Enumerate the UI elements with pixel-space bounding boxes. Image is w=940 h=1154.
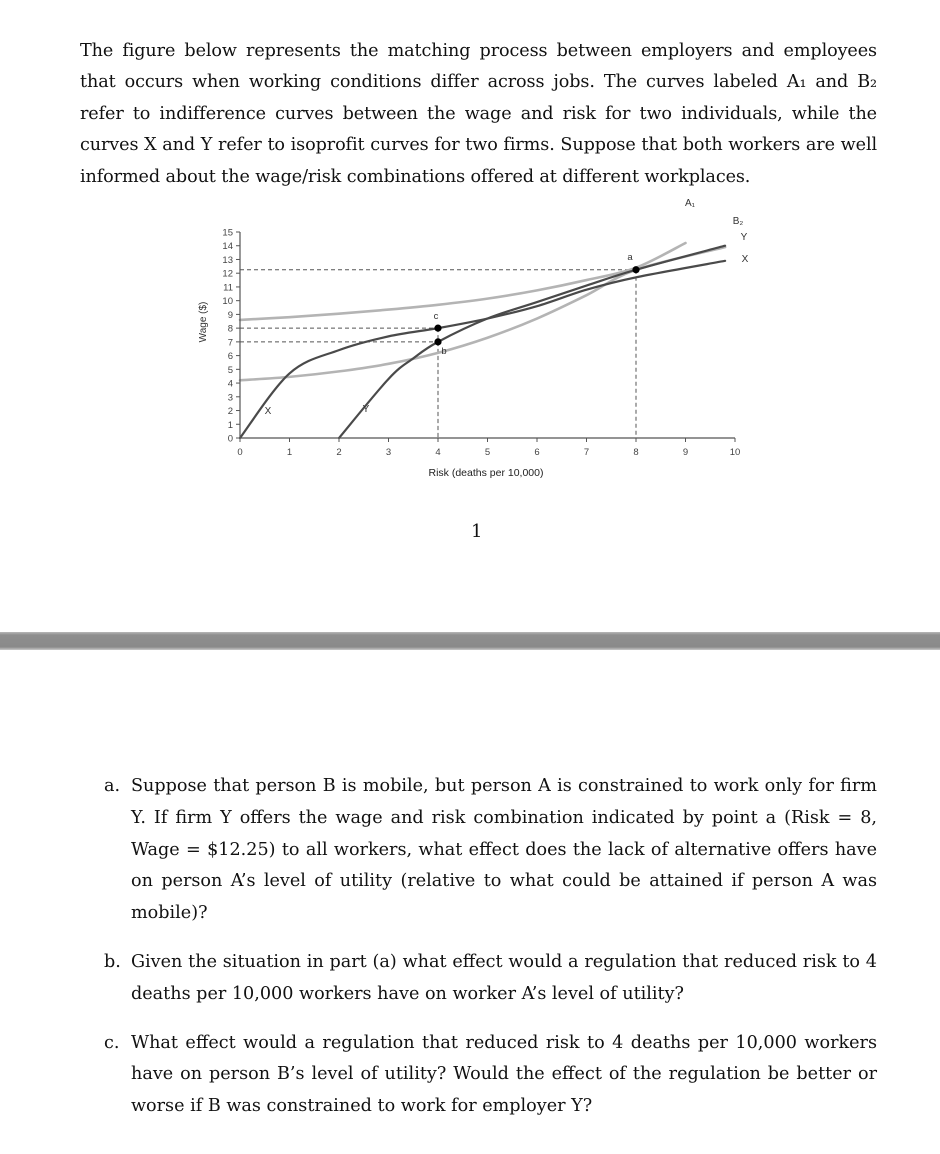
question-a bbox=[104, 771, 877, 930]
question-text: Given the situation in part (a) what effect would a regulation that reduced risk to 4 deaths per 10,000 workers have on worker A’s level of utility? bbox=[131, 951, 877, 1004]
curve-label-a1: A₁ bbox=[684, 198, 696, 209]
y-tick-label: 2 bbox=[227, 406, 233, 418]
x-tick-label: 4 bbox=[435, 447, 441, 458]
y-tick-label: 0 bbox=[227, 433, 233, 445]
wage-risk-figure bbox=[190, 190, 760, 490]
point-c-marker bbox=[434, 325, 441, 332]
y-tick-label: 8 bbox=[227, 323, 233, 335]
x-tick-label: 3 bbox=[385, 447, 392, 458]
y-tick-label: 9 bbox=[227, 309, 233, 321]
x-tick-label: 6 bbox=[534, 447, 540, 458]
y-tick-label: 7 bbox=[227, 337, 233, 349]
point-b-label: b bbox=[441, 345, 447, 357]
curve-label-x-left: X bbox=[264, 406, 272, 417]
page-number: 1 bbox=[471, 521, 483, 542]
page-divider bbox=[0, 632, 940, 650]
x-axis-ticks bbox=[237, 438, 740, 458]
y-tick-label: 5 bbox=[227, 364, 233, 376]
curve-label-y-right: Y bbox=[740, 232, 748, 243]
y-tick-label: 4 bbox=[227, 378, 233, 390]
y-tick-label: 11 bbox=[223, 282, 233, 294]
x-tick-label: 2 bbox=[336, 447, 342, 458]
y-axis-ticks bbox=[222, 228, 240, 445]
x-tick-label: 8 bbox=[633, 447, 639, 458]
x-tick-label: 7 bbox=[583, 447, 590, 458]
curves bbox=[240, 243, 725, 438]
points bbox=[434, 252, 640, 357]
question-text: Suppose that person B is mobile, but person A is constrained to work only for firm Y. If firm Y offers the wage and risk combination indicated by point a (Risk = 8, Wage = $12.25) to all workers, what effect does the lack of alternative offers have on person A’s level of utility (relative to what could be attained if person A was mobile)? bbox=[131, 776, 877, 924]
x-tick-label: 9 bbox=[682, 447, 689, 458]
question-c bbox=[104, 1028, 877, 1123]
x-axis-label: Risk (deaths per 10,000) bbox=[428, 467, 544, 479]
question-marker: b. bbox=[104, 951, 121, 972]
intro-paragraph: The figure below represents the matching process between employers and employees that occurs when working conditions differ across jobs. The curves labeled A₁ and B₂ refer to indifference curves between the wage and risk for two individuals, while the curves X and Y refer to isoprofit curves for two firms. Suppose that both workers are well informed about the wage/risk combinations offered at different workplaces. bbox=[80, 40, 877, 187]
y-tick-label: 6 bbox=[227, 351, 233, 363]
question-marker: a. bbox=[104, 776, 121, 796]
question-list bbox=[104, 771, 877, 1123]
question-text: What effect would a regulation that reduced risk to 4 deaths per 10,000 workers have on person B’s level of utility? Would the effect of the regulation be better or worse if B was constrained to work for employer Y? bbox=[131, 1032, 877, 1117]
x-tick-label: 1 bbox=[286, 447, 293, 458]
point-c-label: c bbox=[433, 311, 439, 323]
curve-label-b2: B₂ bbox=[732, 216, 744, 227]
x-tick-label: 0 bbox=[237, 447, 243, 458]
x-tick-label: 10 bbox=[729, 447, 741, 458]
y-tick-label: 12 bbox=[222, 268, 233, 280]
curve-x-isoprofit bbox=[240, 261, 725, 438]
question-b bbox=[104, 947, 877, 1011]
y-tick-label: 15 bbox=[222, 227, 233, 239]
y-tick-label: 3 bbox=[227, 392, 233, 404]
y-tick-label: 13 bbox=[222, 254, 233, 266]
wage-risk-chart bbox=[190, 190, 760, 490]
point-b-marker bbox=[434, 338, 441, 345]
y-tick-label: 1 bbox=[227, 419, 233, 431]
point-a-marker bbox=[632, 266, 639, 273]
curve-label-y-left: Y bbox=[362, 404, 370, 415]
point-a-label: a bbox=[627, 251, 633, 263]
x-tick-label: 5 bbox=[484, 447, 491, 458]
y-axis-label: Wage ($) bbox=[198, 301, 209, 343]
y-tick-label: 14 bbox=[222, 241, 233, 253]
curve-label-x-right: X bbox=[741, 254, 749, 265]
question-marker: c. bbox=[104, 1032, 120, 1053]
y-tick-label: 10 bbox=[222, 296, 233, 308]
